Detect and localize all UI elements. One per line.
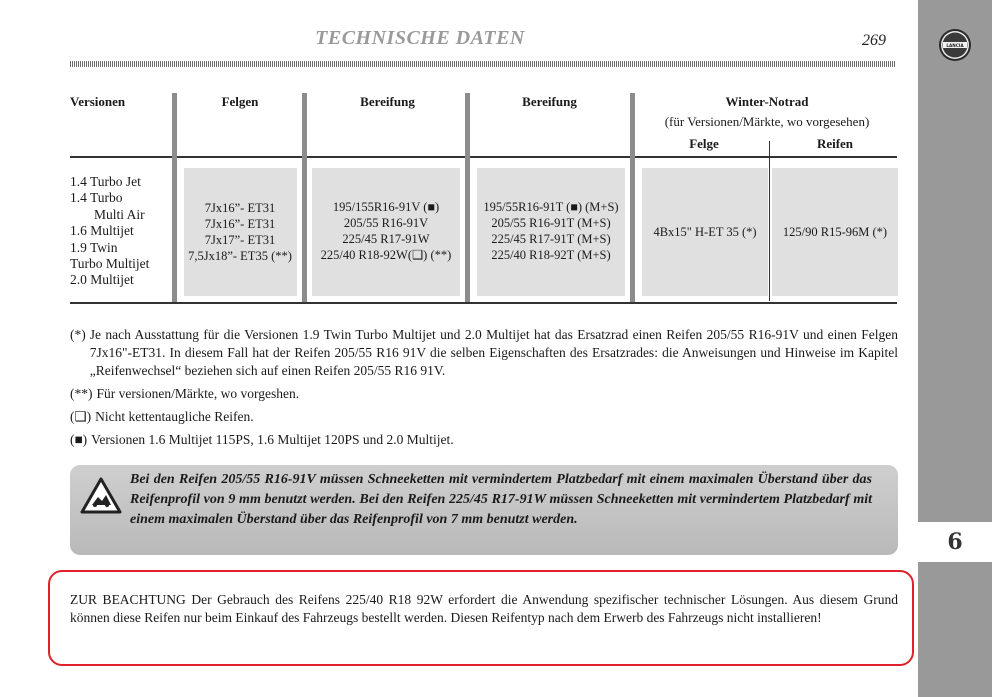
winter-felge-value: 4Bx15" H-ET 35 (*) <box>653 225 757 239</box>
version-item: 1.6 Multijet <box>70 223 134 239</box>
felgen-values <box>180 200 300 264</box>
table-cell-value: 225/40 R18-92W(❑) (**) <box>320 248 452 262</box>
footnote-text: Versionen 1.6 Multijet 115PS, 1.6 Multijet 120PS und 2.0 Multijet. <box>91 432 454 447</box>
bereifung-1-values <box>308 199 464 263</box>
chapter-number: 6 <box>947 529 963 555</box>
page-title: TECHNISCHE DATEN <box>315 27 525 49</box>
winter-sub-divider <box>769 141 770 301</box>
footnotes <box>70 326 898 454</box>
table-cell-value: 7Jx17”- ET31 <box>204 233 276 247</box>
bereifung-2-values <box>472 199 630 263</box>
footnote <box>70 431 898 449</box>
col-header-felgen: Felgen <box>221 94 259 109</box>
footnote-mark: (■) <box>70 432 88 447</box>
col-header-felge: Felge <box>689 136 719 151</box>
table-cell-value: 195/55R16-91T (■) (M+S) <box>483 200 619 214</box>
footnote-mark: (❑) <box>70 409 92 424</box>
version-item: 1.4 Turbo <box>70 190 123 206</box>
table-cell-value: 225/40 R18-92T (M+S) <box>491 248 611 262</box>
warning-text: Bei den Reifen 205/55 R16-91V müssen Schneeketten mit vermindertem Platzbedarf mit einem maximalen Überstand über das Reifenprofil von 9 mm benutzt werden. Bei den Reifen 225/45 R17-91W müssen Schneeketten mit vermindertem Platzbedarf mit einem maximalen Überstand über das Reifenprofil von 7 mm benutzt werden. <box>130 472 872 527</box>
footnote-text: Nicht kettentaugliche Reifen. <box>95 409 254 424</box>
footnote <box>70 326 898 380</box>
footnote-mark: (**) <box>70 386 93 401</box>
col-header-reifen: Reifen <box>816 136 854 151</box>
col-header-bereifung-1: Bereifung <box>360 94 415 109</box>
version-item: Turbo Multijet <box>70 256 150 272</box>
footnote <box>70 385 898 403</box>
attention-label: ZUR BEACHTUNG <box>70 592 186 607</box>
lancia-logo-icon <box>938 28 972 62</box>
column-separator <box>630 93 635 302</box>
page-number: 269 <box>862 32 886 49</box>
table-header-rule <box>70 156 897 158</box>
chapter-sidebar <box>918 0 992 697</box>
table-cell-value: 7,5Jx18”- ET35 (**) <box>188 249 292 263</box>
table-cell-value: 195/155R16-91V (■) <box>332 200 440 214</box>
header-divider <box>70 61 896 67</box>
warning-triangle-icon <box>80 477 122 515</box>
version-item: 1.9 Twin <box>70 239 118 255</box>
versions-list <box>70 174 149 289</box>
col-header-winter-notrad: Winter-Notrad <box>725 94 809 109</box>
footnote-text: Je nach Ausstattung für die Versionen 1.9 Twin Turbo Multijet und 2.0 Multijet hat das Ersatzrad einen Reifen 205/55 R16-91V und einen Felgen 7Jx16"-ET31. In diesem Fall hat der Reifen 205/55 R16 91V die selben Eigenschaften des Ersatzrades: die Anweisungen und Hinweise im Kapitel „Reifenwechsel“ beziehen sich auf einen Reifen 205/55 R16 91V. <box>89 327 898 378</box>
winter-reifen-value: 125/90 R15-96M (*) <box>782 225 888 239</box>
table-cell-value: 225/45 R17-91W <box>342 232 430 246</box>
column-separator <box>465 93 470 302</box>
col-subheader-winter: (für Versionen/Märkte, wo vorgesehen) <box>664 114 870 129</box>
version-item: 1.4 Turbo Jet <box>70 174 141 189</box>
version-item: Multi Air <box>94 206 145 222</box>
table-cell-value: 7Jx16”- ET31 <box>204 217 276 231</box>
table-bottom-rule <box>70 302 897 304</box>
column-separator <box>302 93 307 302</box>
column-separator <box>172 93 177 302</box>
logo-lettering: LANCIA <box>946 43 964 48</box>
col-header-bereifung-2: Bereifung <box>522 94 577 109</box>
table-cell-value: 205/55 R16-91T (M+S) <box>491 216 611 230</box>
table-cell-value: 205/55 R16-91V <box>343 216 429 230</box>
col-header-versionen: Versionen <box>70 94 126 109</box>
attention-notice <box>70 591 898 627</box>
table-cell-value: 225/45 R17-91T (M+S) <box>491 232 611 246</box>
footnote <box>70 408 898 426</box>
version-item: 2.0 Multijet <box>70 272 134 288</box>
footnote-text: Für versionen/Märkte, wo vorgeshen. <box>96 386 300 401</box>
footnote-mark: (*) <box>70 327 86 342</box>
attention-text: Der Gebrauch des Reifens 225/40 R18 92W erfordert die Anwendung spezifischer technischer Lösungen. Aus diesem Grund können diese Reifen nur beim Einkauf des Fahrzeugs bestellt werden. Diesen Reifentyp nach dem Erwerb des Fahrzeugs nicht installieren! <box>70 592 898 625</box>
table-cell-value: 7Jx16”- ET31 <box>204 201 276 215</box>
